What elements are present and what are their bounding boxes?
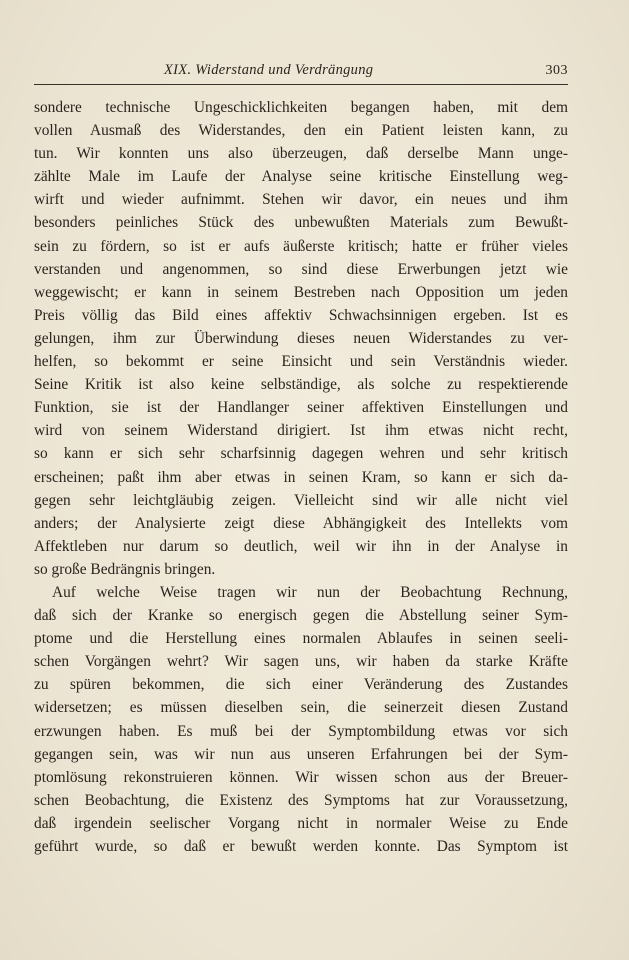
text-line: Preis völlig das Bild eines affektiv Schwachsinnigen ergeben. Ist es xyxy=(34,306,568,324)
text-line: geführt wurde, so daß er bewußt werden konnte. Das Symptom ist xyxy=(34,838,568,855)
text-line: verstanden und angenommen, so sind diese Erwerbungen jetzt wie xyxy=(34,260,568,278)
text-line: erzwungen haben. Es muß bei der Symptombildung etwas vor sich xyxy=(34,722,568,740)
page-header xyxy=(34,62,568,84)
text-line: daß irgendein seelischer Vorgang nicht in normaler Weise zu Ende xyxy=(34,814,568,832)
text-line: ptome und die Herstellung eines normalen Ablaufes in seinen seeli- xyxy=(34,630,568,648)
text-line: weggewischt; er kann in seinem Bestreben nach Opposition um jeden xyxy=(34,283,568,301)
text-line: Seine Kritik ist also keine selbständige, als solche zu respektierende xyxy=(34,376,568,394)
text-line: helfen, so bekommt er seine Einsicht und sein Verständnis wieder. xyxy=(34,353,568,371)
paragraph-start-line: Auf welche Weise tragen wir nun der Beobachtung Rechnung, xyxy=(52,583,568,601)
text-line: widersetzen; es müssen dieselben sein, die seinerzeit diesen Zustand xyxy=(34,699,568,717)
text-line: tun. Wir konnten uns also überzeugen, daß derselbe Mann unge- xyxy=(34,145,568,163)
text-line: sein zu fördern, so ist er aufs äußerste kritisch; hatte er früher vieles xyxy=(34,237,568,255)
text-line: gegangen sein, was wir nun aus unseren Erfahrungen bei der Sym- xyxy=(34,745,568,763)
text-line: zählte Male im Laufe der Analyse seine kritische Einstellung weg- xyxy=(34,168,568,186)
text-line: vollen Ausmaß des Widerstandes, den ein Patient leisten kann, zu xyxy=(34,122,568,140)
text-line: wirft und wieder aufnimmt. Stehen wir davor, ein neues und ihm xyxy=(34,191,568,209)
text-line: gegen sehr leichtgläubig zeigen. Vielleicht sind wir alle nicht viel xyxy=(34,491,568,509)
header-rule xyxy=(34,84,568,85)
text-line: so kann er sich sehr scharfsinnig dagegen wehren und sehr kritisch xyxy=(34,445,568,463)
text-line: so große Bedrängnis bringen. xyxy=(34,560,216,578)
text-line: schen Beobachtung, die Existenz des Symptoms hat zur Voraussetzung, xyxy=(34,791,568,809)
text-line: wird von seinem Widerstand dirigiert. Ist ihm etwas nicht recht, xyxy=(34,422,568,440)
text-line: erscheinen; paßt ihm aber etwas in seinen Kram, so kann er sich da- xyxy=(34,468,568,486)
text-line: schen Vorgängen wehrt? Wir sagen uns, wir haben da starke Kräfte xyxy=(34,653,568,671)
text-line: Funktion, sie ist der Handlanger seiner affektiven Einstellungen und xyxy=(34,399,568,417)
running-title: XIX. Widerstand und Verdrängung xyxy=(164,62,374,78)
text-line: Affektleben nur darum so deutlich, weil wir ihn in der Analyse in xyxy=(34,537,568,555)
text-line: daß sich der Kranke so energisch gegen die Abstellung seiner Sym- xyxy=(34,607,568,625)
text-line: zu spüren bekommen, die sich einer Veränderung des Zustandes xyxy=(34,676,568,694)
text-line: ptomlösung rekonstruieren können. Wir wissen schon aus der Breuer- xyxy=(34,768,568,786)
text-line: gelungen, ihm zur Überwindung dieses neuen Widerstandes zu ver- xyxy=(34,329,568,347)
text-line: besonders peinliches Stück des unbewußten Materials zum Bewußt- xyxy=(34,214,568,232)
body-text xyxy=(34,96,568,858)
text-line: anders; der Analysierte zeigt diese Abhängigkeit des Intellekts vom xyxy=(34,514,568,532)
text-line: sondere technische Ungeschicklichkeiten begangen haben, mit dem xyxy=(34,99,568,116)
page-number: 303 xyxy=(545,63,568,78)
